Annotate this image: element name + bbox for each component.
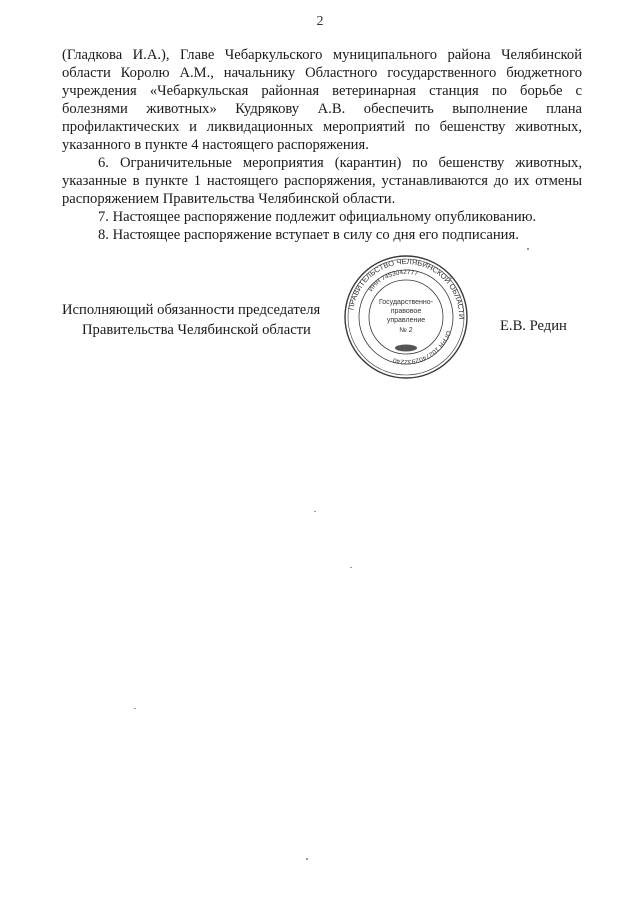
- scan-speck: [350, 567, 352, 568]
- paragraph-item-8: 8. Настоящее распоряжение вступает в силу со дня его подписания.: [98, 227, 519, 243]
- page-number: 2: [316, 14, 324, 29]
- document-body: [62, 46, 582, 244]
- seal-emblem-mark: [395, 345, 417, 352]
- seal-inner-line-3: управление: [386, 317, 426, 324]
- seal-inner-line-1: Государственно-: [378, 299, 434, 306]
- seal-inner-line-2: правовое: [390, 308, 422, 315]
- signatory-title-line-2: Правительства Челябинской области: [82, 322, 311, 338]
- scan-speck: [306, 858, 308, 860]
- signatory-title-line-1: Исполняющий обязанности председателя: [62, 302, 321, 318]
- seal-outer-text: ПРАВИТЕЛЬСТВО ЧЕЛЯБИНСКОЙ ОБЛАСТИ: [346, 256, 467, 320]
- seal-inner-line-4: № 2: [399, 327, 413, 334]
- signatory-name: Е.В. Редин: [500, 318, 567, 334]
- paragraph-continuation: (Гладкова И.А.), Главе Чебаркульского муниципального района Челябинской области Королю А.М., начальнику Областного государственного бюджетного учреждения «Чебаркульская районная ветеринарная станция по борьбе с болезнями животных» Кудрякову А.В. обеспечить выполнение плана профилактических и ликвидационных мероприятий по бешенству животных, указанного в пункте 4 настоящего распоряжения.: [62, 47, 582, 153]
- scan-speck: [527, 248, 529, 250]
- scan-speck: [314, 511, 316, 512]
- paragraph-item-7: 7. Настоящее распоряжение подлежит официальному опубликованию.: [98, 209, 537, 225]
- signatory-title: [62, 300, 342, 340]
- scan-speck: [134, 708, 136, 709]
- seal-inn: ИНН 7453042777: [367, 268, 419, 293]
- paragraph-item-6: 6. Ограничительные мероприятия (карантин) по бешенству животных, указанные в пункте 1 настоящего распоряжения, устанавливаются до их отмены распоряжением Правительства Челябинской области.: [62, 155, 582, 207]
- seal-ogrn: ОГРН 1027402932240: [392, 329, 452, 366]
- official-seal: [342, 252, 470, 382]
